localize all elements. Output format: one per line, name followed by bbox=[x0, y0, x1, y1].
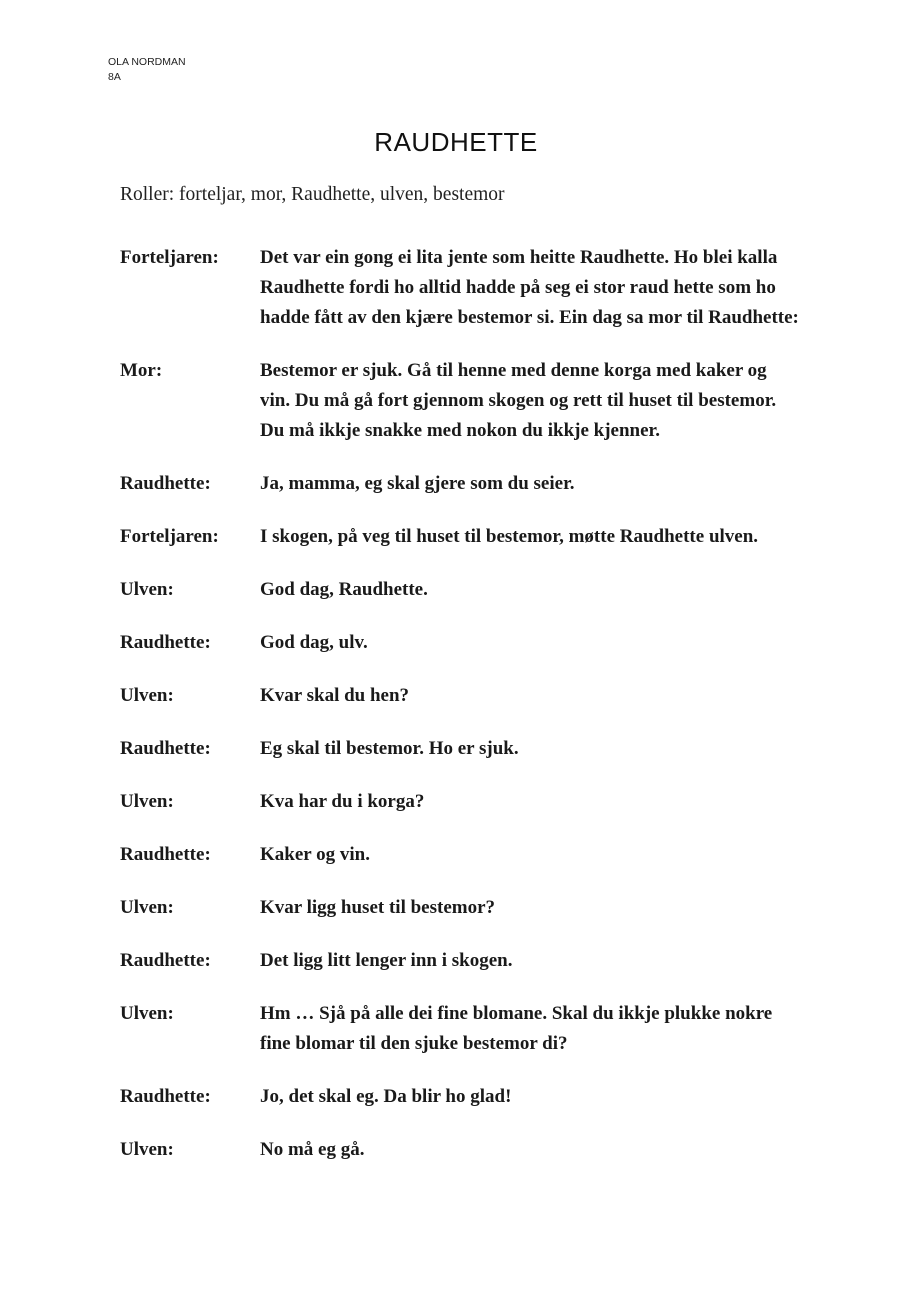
speaker-name: Ulven: bbox=[120, 685, 174, 706]
dialogue-text bbox=[260, 840, 370, 870]
dialogue-text bbox=[260, 893, 495, 923]
document-header bbox=[108, 55, 186, 85]
dialogue-line: Kva har du i korga? bbox=[260, 791, 425, 812]
dialogue-entry bbox=[120, 840, 840, 870]
speaker-name: Ulven: bbox=[120, 579, 174, 600]
speaker-name: Forteljaren: bbox=[120, 526, 219, 547]
dialogue-text bbox=[260, 734, 519, 764]
dialogue-text bbox=[260, 946, 512, 976]
class-label: 8A bbox=[108, 71, 121, 83]
dialogue-line: God dag, Raudhette. bbox=[260, 579, 428, 600]
dialogue-script bbox=[120, 243, 840, 1188]
speaker-name: Raudhette: bbox=[120, 950, 211, 971]
dialogue-entry bbox=[120, 734, 840, 764]
speaker-name: Raudhette: bbox=[120, 473, 211, 494]
dialogue-entry bbox=[120, 999, 840, 1059]
dialogue-entry bbox=[120, 946, 840, 976]
dialogue-line: God dag, ulv. bbox=[260, 632, 368, 653]
dialogue-line: fine blomar til den sjuke bestemor di? bbox=[260, 1033, 568, 1054]
dialogue-line: Bestemor er sjuk. Gå til henne med denne korga med kaker og bbox=[260, 360, 767, 381]
dialogue-text bbox=[260, 681, 409, 711]
dialogue-line: Det var ein gong ei lita jente som heitte Raudhette. Ho blei kalla bbox=[260, 247, 778, 268]
dialogue-line: Kvar ligg huset til bestemor? bbox=[260, 897, 496, 918]
dialogue-line: Det ligg litt lenger inn i skogen. bbox=[260, 950, 513, 971]
dialogue-entry bbox=[120, 522, 840, 552]
dialogue-entry bbox=[120, 469, 840, 499]
dialogue-entry bbox=[120, 1135, 840, 1165]
dialogue-line: Hm … Sjå på alle dei fine blomane. Skal du ikkje plukke nokre bbox=[260, 1003, 773, 1024]
dialogue-text bbox=[260, 575, 428, 605]
dialogue-entry bbox=[120, 243, 840, 333]
dialogue-line: I skogen, på veg til huset til bestemor, møtte Raudhette ulven. bbox=[260, 526, 759, 547]
author-name: OLA NORDMAN bbox=[108, 56, 186, 68]
dialogue-entry bbox=[120, 356, 840, 446]
dialogue-entry bbox=[120, 575, 840, 605]
dialogue-line: Du må ikkje snakke med nokon du ikkje kjenner. bbox=[260, 420, 660, 441]
speaker-name: Forteljaren: bbox=[120, 247, 219, 268]
speaker-name: Raudhette: bbox=[120, 632, 211, 653]
dialogue-entry bbox=[120, 1082, 840, 1112]
speaker-name: Mor: bbox=[120, 360, 163, 381]
dialogue-text bbox=[260, 356, 776, 446]
dialogue-entry bbox=[120, 787, 840, 817]
dialogue-entry bbox=[120, 893, 840, 923]
dialogue-line: Jo, det skal eg. Da blir ho glad! bbox=[260, 1086, 512, 1107]
dialogue-text bbox=[260, 999, 772, 1059]
dialogue-line: Eg skal til bestemor. Ho er sjuk. bbox=[260, 738, 519, 759]
dialogue-text bbox=[260, 469, 575, 499]
speaker-name: Raudhette: bbox=[120, 1086, 211, 1107]
speaker-name: Ulven: bbox=[120, 791, 174, 812]
roles-list: Roller: forteljar, mor, Raudhette, ulven, bestemor bbox=[120, 184, 505, 205]
dialogue-entry bbox=[120, 628, 840, 658]
dialogue-line: Ja, mamma, eg skal gjere som du seier. bbox=[260, 473, 575, 494]
speaker-name: Raudhette: bbox=[120, 738, 211, 759]
dialogue-line: hadde fått av den kjære bestemor si. Ein dag sa mor til Raudhette: bbox=[260, 307, 799, 328]
speaker-name: Raudhette: bbox=[120, 844, 211, 865]
dialogue-line: No må eg gå. bbox=[260, 1139, 365, 1160]
dialogue-text bbox=[260, 522, 758, 552]
dialogue-line: Kvar skal du hen? bbox=[260, 685, 410, 706]
speaker-name: Ulven: bbox=[120, 1003, 174, 1024]
document-title: RAUDHETTE bbox=[374, 127, 538, 158]
dialogue-line: vin. Du må gå fort gjennom skogen og rett til huset til bestemor. bbox=[260, 390, 777, 411]
speaker-name: Ulven: bbox=[120, 1139, 174, 1160]
dialogue-text bbox=[260, 1082, 511, 1112]
speaker-name: Ulven: bbox=[120, 897, 174, 918]
dialogue-text bbox=[260, 1135, 364, 1165]
dialogue-text bbox=[260, 243, 799, 333]
dialogue-entry bbox=[120, 681, 840, 711]
dialogue-text bbox=[260, 628, 368, 658]
dialogue-line: Kaker og vin. bbox=[260, 844, 370, 865]
dialogue-text bbox=[260, 787, 424, 817]
dialogue-line: Raudhette fordi ho alltid hadde på seg ei stor raud hette som ho bbox=[260, 277, 776, 298]
